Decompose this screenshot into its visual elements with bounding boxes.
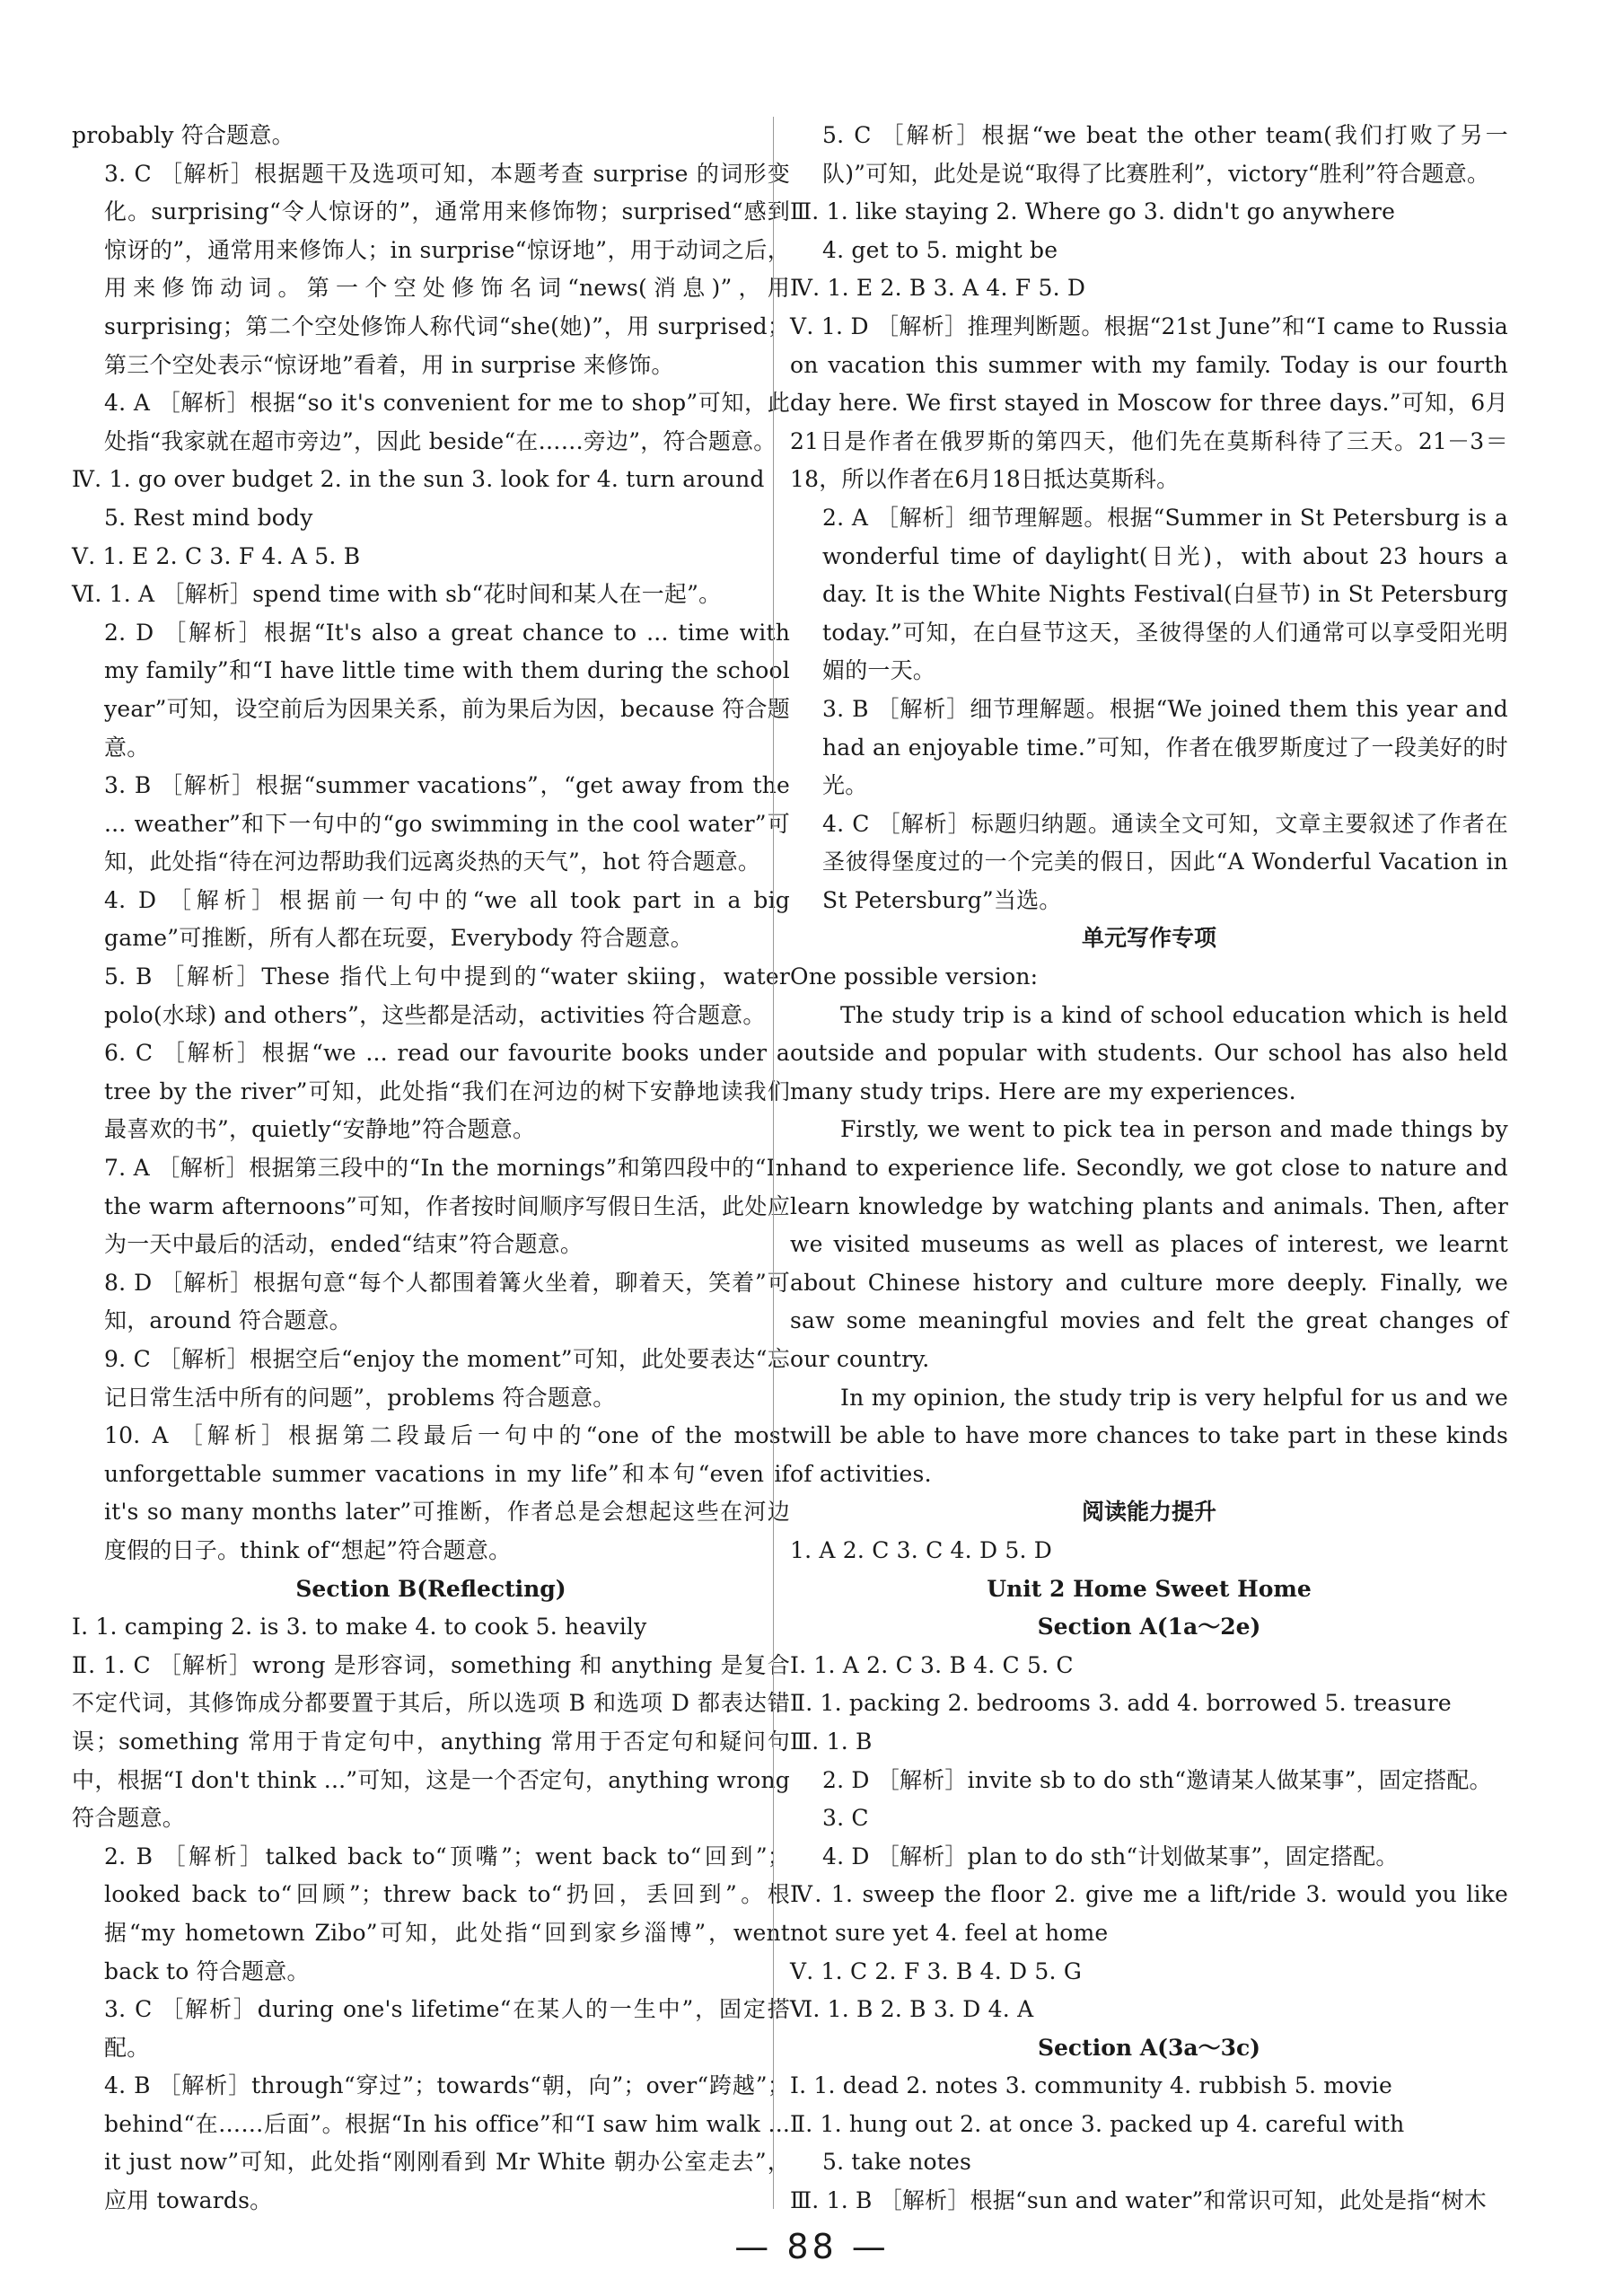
right-column-line: 3. B ［解析］细节理解题。根据“We joined them this year and had an enjoyable time.”可知，作者在俄罗斯度过了一段美好的时光。 [822,695,1508,799]
left-column-line: 3. C ［解析］根据题干及选项可知，本题考查 surprise 的词形变化。surprising“令人惊讶的”，通常用来修饰物；surprised“感到惊讶的”，通常用来修饰人；in surprise“惊讶地”，用于动词之后，用来修饰动词。第一个空处修饰名词“news(消息)”，用 surprising；第二个空处修饰人称代词“she(她)”，用 surprised；第三个空处表示“惊讶地”看着，用 in surprise 来修饰。 [104,160,790,378]
left-column-line: 6. C ［解析］根据“we ... read our favourite books under a tree by the river”可知，此处指“我们在河边的树下安静地读我们最喜欢的书”，quietly“安静地”符合题意。 [104,1040,790,1143]
left-column-line: 8. D ［解析］根据句意“每个人都围着篝火坐着，聊着天，笑着”可知，around 符合题意。 [104,1269,790,1334]
left-column-line: 7. A ［解析］根据第三段中的“In the mornings”和第四段中的“In the warm afternoons”可知，作者按时间顺序写假日生活，此处应为一天中最后的活动，ended“结束”符合题意。 [104,1155,790,1258]
left-column-line: Ⅰ. 1. camping 2. is 3. to make 4. to cook 5. heavily [72,1614,647,1641]
right-column-line: Ⅵ. 1. B 2. B 3. D 4. A [790,1996,1034,2023]
left-column-line: Ⅵ. 1. A ［解析］spend time with sb“花时间和某人在一起”。 [72,581,722,608]
right-column-line: One possible version: [790,963,1039,990]
right-column-line: 1. A 2. C 3. C 4. D 5. D [790,1536,1052,1563]
left-column-line: 4. A ［解析］根据“so it's convenient for me to shop”可知，此处指“我家就在超市旁边”，因此 beside“在……旁边”，符合题意。 [104,390,790,454]
right-column-line: Ⅲ. 1. B ［解析］根据“sun and water”和常识可知，此处是指“树木 [790,2187,1487,2214]
right-column-line: Ⅲ. 1. B [790,1728,873,1755]
left-column-line: probably 符合题意。 [72,122,294,148]
left-column-line: 10. A ［解析］根据第二段最后一句中的“one of the most unforgettable summer vacations in my life”和本句“even if it's so many months later”可推断，作者总是会想起这些在河边度假的日子。think of“想起”符合题意。 [104,1422,790,1563]
left-column-line: Ⅳ. 1. go over budget 2. in the sun 3. look for 4. turn around [72,466,765,493]
right-column-line: Ⅱ. 1. hung out 2. at once 3. packed up 4. careful with [790,2110,1405,2137]
right-column-line: 3. C [822,1805,869,1832]
right-column-line: Ⅰ. 1. dead 2. notes 3. community 4. rubbish 5. movie [790,2072,1392,2099]
right-column-line: In my opinion, the study trip is very helpful for us and we will be able to have more chances to take part in these kinds of activities. [790,1384,1508,1487]
right-column-line: Firstly, we went to pick tea in person and made things by hand to experience life. Secondly, we got close to nature and learn knowledge by watching plants and animals. Then, after we visited museums as well as places of interest, we learnt about Chinese history and culture more deeply. Finally, we saw some meaningful movies and felt the great changes of our country. [790,1116,1508,1372]
right-column [790,117,1508,2221]
right-column-line: 5. take notes [822,2149,972,2176]
right-column-heading: Section A(3a～3c) [1037,2034,1261,2061]
right-column-line: Ⅲ. 1. like staying 2. Where go 3. didn't go anywhere [790,198,1396,225]
left-column-heading: Section B(Reflecting) [295,1575,566,1602]
right-column-line: 4. D ［解析］plan to do sth“计划做某事”，固定搭配。 [822,1843,1399,1869]
right-column-line: Ⅱ. 1. packing 2. bedrooms 3. add 4. borrowed 5. treasure [790,1690,1452,1717]
right-column-line: 4. C ［解析］标题归纳题。通读全文可知，文章主要叙述了作者在圣彼得堡度过的一个完美的假日，因此“A Wonderful Vacation in St Petersburg”当选。 [822,810,1508,913]
left-column-line: 3. C ［解析］during one's lifetime“在某人的一生中”，固定搭配。 [104,1996,790,2061]
right-column-line: The study trip is a kind of school education which is held outside and popular with students. Our school has also held many study trips. Here are my experiences. [790,1001,1508,1104]
column-divider [773,117,774,2209]
right-column-line: Ⅰ. 1. A 2. C 3. B 4. C 5. C [790,1651,1074,1678]
right-column-line: Ⅳ. 1. E 2. B 3. A 4. F 5. D [790,275,1086,302]
right-column-line: 4. get to 5. might be [822,236,1058,263]
left-column-line: 2. B ［解析］talked back to“顶嘴”；went back to“回到”；looked back to“回顾”；threw back to“扔回，丢回到”。根据“my hometown Zibo”可知，此处指“回到家乡淄博”，went back to 符合题意。 [104,1843,790,1984]
left-column-line: 3. B ［解析］根据“summer vacations”，“get away from the ... weather”和下一句中的“go swimming in the cool water”可知，此处指“待在河边帮助我们远离炎热的天气”，hot 符合题意。 [104,772,790,875]
right-column-heading: Unit 2 Home Sweet Home [987,1575,1312,1602]
left-column-line: Ⅴ. 1. E 2. C 3. F 4. A 5. B [72,542,361,569]
left-column [72,117,790,2221]
right-column-heading: Section A(1a～2e) [1037,1614,1261,1641]
page-number: — 88 — [734,2227,890,2266]
right-column-line: 2. A ［解析］细节理解题。根据“Summer in St Petersburg is a wonderful time of daylight(日光)，with about 23 hours a day. It is the White Nights Festival(白昼节) in St Petersburg today.”可知，在白昼节这天，圣彼得堡的人们通常可以享受阳光明媚的一天。 [822,504,1508,684]
right-column-line: Ⅴ. 1. D ［解析］推理判断题。根据“21st June”和“I came to Russia on vacation this summer with my family. Today is our fourth day here. We first stayed in Moscow for three days.”可知，6月21日是作者在俄罗斯的第四天，他们先在莫斯科待了三天。21－3＝18，所以作者在6月18日抵达莫斯科。 [790,312,1508,493]
right-column-line: Ⅳ. 1. sweep the floor 2. give me a lift/ride 3. would you like not sure yet 4. feel at home [790,1881,1508,1946]
right-column-line: 5. C ［解析］根据“we beat the other team(我们打败了另一队)”可知，此处是说“取得了比赛胜利”，victory“胜利”符合题意。 [822,122,1508,187]
left-column-line: 4. D ［解析］根据前一句中的“we all took part in a big game”可推断，所有人都在玩耍，Everybody 符合题意。 [104,886,790,952]
left-column-line: 4. B ［解析］through“穿过”；towards“朝，向”；over“跨越”；behind“在……后面”。根据“In his office”和“I saw him walk ... it just now”可知，此处指“刚刚看到 Mr White 朝办公室走去”，应用 towards。 [104,2072,790,2214]
left-column-line: 5. Rest mind body [104,504,313,531]
left-column-line: Ⅱ. 1. C ［解析］wrong 是形容词，something 和 anything 是复合不定代词，其修饰成分都要置于其后，所以选项 B 和选项 D 都表达错误；something 常用于肯定句中，anything 常用于否定句和疑问句中，根据“I don't think ...”可知，这是一个否定句，anything wrong 符合题意。 [72,1651,790,1832]
left-column-line: 5. B ［解析］These 指代上句中提到的“water skiing，water polo(水球) and others”，这些都是活动，activities 符合题意。 [104,963,790,1028]
left-column-line: 9. C ［解析］根据空后“enjoy the moment”可知，此处要表达“忘记日常生活中所有的问题”，problems 符合题意。 [104,1346,790,1411]
right-column-line: Ⅴ. 1. C 2. F 3. B 4. D 5. G [790,1957,1082,1984]
right-column-heading: 单元写作专项 [1081,925,1216,952]
right-column-line: 2. D ［解析］invite sb to do sth“邀请某人做某事”，固定搭配。 [822,1766,1492,1793]
left-column-line: 2. D ［解析］根据“It's also a great chance to ... time with my family”和“I have little time with them during the school year”可知，设空前后为因果关系，前为果后为因，because 符合题意。 [104,619,790,761]
right-column-heading: 阅读能力提升 [1081,1499,1216,1526]
